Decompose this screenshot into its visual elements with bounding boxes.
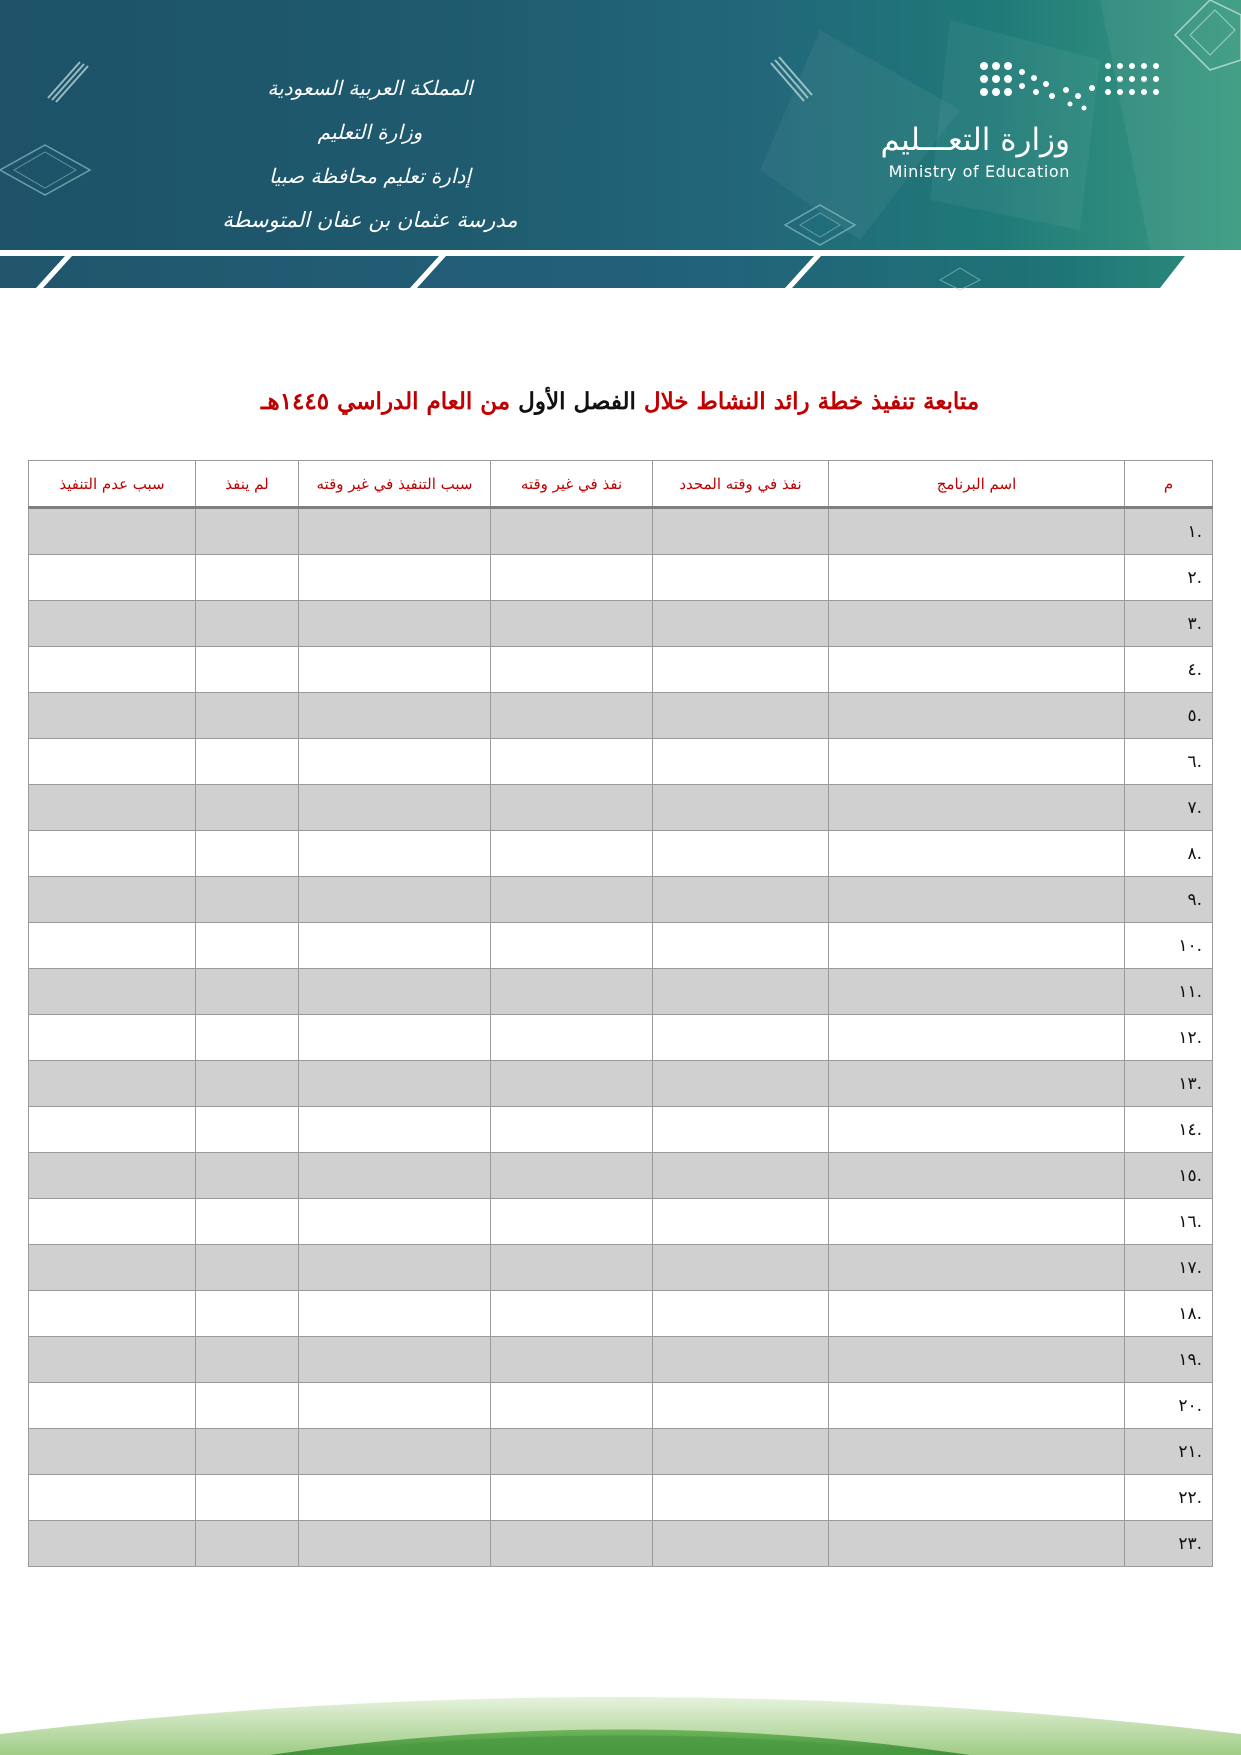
header-banner [0,0,1241,290]
table-row [29,1245,1213,1291]
program-name-cell[interactable] [829,555,1125,601]
late-reason-cell[interactable] [299,555,491,601]
header-country: المملكة العربية السعودية [267,76,473,100]
late-reason-cell[interactable] [299,969,491,1015]
on-time-cell[interactable] [653,1245,829,1291]
not-executed-reason-cell[interactable] [29,1475,196,1521]
row-number: .١٣ [1125,1061,1213,1107]
not-executed-reason-cell[interactable] [29,1429,196,1475]
on-time-cell[interactable] [653,831,829,877]
not-executed-cell[interactable] [196,1199,299,1245]
not-executed-reason-cell[interactable] [29,785,196,831]
table-row [29,1061,1213,1107]
program-name-cell[interactable] [829,508,1125,555]
row-number: .٢٣ [1125,1521,1213,1567]
table-row [29,1383,1213,1429]
table-row [29,969,1213,1015]
on-time-cell[interactable] [653,739,829,785]
not-executed-cell[interactable] [196,923,299,969]
not-executed-reason-cell[interactable] [29,693,196,739]
not-executed-cell[interactable] [196,647,299,693]
on-time-cell[interactable] [653,1061,829,1107]
not-executed-reason-cell[interactable] [29,739,196,785]
table-row [29,877,1213,923]
column-header-not-on-time: نفذ في غير وقته [491,461,653,508]
program-name-cell[interactable] [829,1199,1125,1245]
table-row [29,1291,1213,1337]
not-executed-reason-cell[interactable] [29,1245,196,1291]
program-name-cell[interactable] [829,601,1125,647]
not-executed-cell[interactable] [196,1107,299,1153]
late-reason-cell[interactable] [299,1107,491,1153]
not-executed-cell[interactable] [196,508,299,555]
not-on-time-cell[interactable] [491,785,653,831]
not-executed-reason-cell[interactable] [29,508,196,555]
not-executed-reason-cell[interactable] [29,555,196,601]
not-on-time-cell[interactable] [491,647,653,693]
late-reason-cell[interactable] [299,1291,491,1337]
table-row [29,1153,1213,1199]
header-school: مدرسة عثمان بن عفان المتوسطة [222,208,518,232]
late-reason-cell[interactable] [299,1061,491,1107]
not-on-time-cell[interactable] [491,831,653,877]
late-reason-cell[interactable] [299,1337,491,1383]
row-number: .٣ [1125,601,1213,647]
column-header-late-reason: سبب التنفيذ في غير وقته [299,461,491,508]
table-row [29,601,1213,647]
row-number: .١٨ [1125,1291,1213,1337]
table-row [29,785,1213,831]
row-number: .١٤ [1125,1107,1213,1153]
page-title [120,388,1120,415]
program-name-cell[interactable] [829,1245,1125,1291]
late-reason-cell[interactable] [299,1521,491,1567]
late-reason-cell[interactable] [299,739,491,785]
column-header-not-executed-reason: سبب عدم التنفيذ [29,461,196,508]
header-directorate: إدارة تعليم محافظة صبيا [269,164,471,188]
not-executed-cell[interactable] [196,1153,299,1199]
late-reason-cell[interactable] [299,1429,491,1475]
table-row [29,555,1213,601]
late-reason-cell[interactable] [299,1475,491,1521]
table-row [29,1015,1213,1061]
table-row [29,693,1213,739]
not-executed-reason-cell[interactable] [29,1107,196,1153]
not-executed-cell[interactable] [196,693,299,739]
header-ministry: وزارة التعليم [317,120,423,144]
on-time-cell[interactable] [653,1291,829,1337]
table-row [29,739,1213,785]
not-executed-reason-cell[interactable] [29,1337,196,1383]
row-number: .٢٠ [1125,1383,1213,1429]
table-row [29,1429,1213,1475]
program-name-cell[interactable] [829,739,1125,785]
table-row [29,831,1213,877]
program-name-cell[interactable] [829,1291,1125,1337]
program-name-cell[interactable] [829,1061,1125,1107]
not-on-time-cell[interactable] [491,1015,653,1061]
not-on-time-cell[interactable] [491,1291,653,1337]
row-number: .٧ [1125,785,1213,831]
on-time-cell[interactable] [653,923,829,969]
row-number: .٢ [1125,555,1213,601]
row-number: .٢٢ [1125,1475,1213,1521]
on-time-cell[interactable] [653,785,829,831]
late-reason-cell[interactable] [299,877,491,923]
not-executed-cell[interactable] [196,1291,299,1337]
program-name-cell[interactable] [829,923,1125,969]
not-on-time-cell[interactable] [491,1245,653,1291]
on-time-cell[interactable] [653,1015,829,1061]
table-row [29,923,1213,969]
logo-dots-icon [974,58,1170,114]
not-executed-reason-cell[interactable] [29,1015,196,1061]
not-on-time-cell[interactable] [491,1061,653,1107]
program-name-cell[interactable] [829,1429,1125,1475]
title-part-2: الفصل الأول [518,388,636,415]
program-name-cell[interactable] [829,1107,1125,1153]
not-on-time-cell[interactable] [491,1337,653,1383]
ministry-logo [870,58,1170,188]
not-executed-cell[interactable] [196,877,299,923]
not-executed-cell[interactable] [196,1475,299,1521]
row-number: .١٩ [1125,1337,1213,1383]
row-number: .٦ [1125,739,1213,785]
row-number: .١٥ [1125,1153,1213,1199]
not-executed-reason-cell[interactable] [29,601,196,647]
late-reason-cell[interactable] [299,647,491,693]
late-reason-cell[interactable] [299,1015,491,1061]
row-number: .١٧ [1125,1245,1213,1291]
not-executed-cell[interactable] [196,739,299,785]
late-reason-cell[interactable] [299,1245,491,1291]
on-time-cell[interactable] [653,555,829,601]
late-reason-cell[interactable] [299,508,491,555]
header-text-block [150,66,590,242]
program-name-cell[interactable] [829,1153,1125,1199]
on-time-cell[interactable] [653,1107,829,1153]
on-time-cell[interactable] [653,1199,829,1245]
row-number: .١٢ [1125,1015,1213,1061]
on-time-cell[interactable] [653,1153,829,1199]
on-time-cell[interactable] [653,1383,829,1429]
not-on-time-cell[interactable] [491,739,653,785]
table-row [29,1521,1213,1567]
column-header-program-name: اسم البرنامج [829,461,1125,508]
program-name-cell[interactable] [829,647,1125,693]
not-executed-cell[interactable] [196,1061,299,1107]
late-reason-cell[interactable] [299,601,491,647]
not-on-time-cell[interactable] [491,508,653,555]
not-executed-reason-cell[interactable] [29,923,196,969]
not-on-time-cell[interactable] [491,923,653,969]
logo-arabic-name: وزارة التعـــليم [880,122,1070,158]
not-executed-cell[interactable] [196,1337,299,1383]
late-reason-cell[interactable] [299,1199,491,1245]
on-time-cell[interactable] [653,508,829,555]
late-reason-cell[interactable] [299,1153,491,1199]
table-body [29,508,1213,1567]
table-row [29,1199,1213,1245]
row-number: .١٠ [1125,923,1213,969]
late-reason-cell[interactable] [299,693,491,739]
program-name-cell[interactable] [829,1521,1125,1567]
program-name-cell[interactable] [829,693,1125,739]
row-number: .١١ [1125,969,1213,1015]
on-time-cell[interactable] [653,1521,829,1567]
not-on-time-cell[interactable] [491,1153,653,1199]
table-row [29,1107,1213,1153]
column-header-number: م [1125,461,1213,508]
not-executed-cell[interactable] [196,831,299,877]
not-on-time-cell[interactable] [491,693,653,739]
not-executed-reason-cell[interactable] [29,1061,196,1107]
not-executed-reason-cell[interactable] [29,1199,196,1245]
not-executed-cell[interactable] [196,969,299,1015]
late-reason-cell[interactable] [299,923,491,969]
not-executed-reason-cell[interactable] [29,1383,196,1429]
on-time-cell[interactable] [653,969,829,1015]
program-name-cell[interactable] [829,1475,1125,1521]
not-executed-reason-cell[interactable] [29,1153,196,1199]
not-on-time-cell[interactable] [491,969,653,1015]
on-time-cell[interactable] [653,1475,829,1521]
not-executed-reason-cell[interactable] [29,969,196,1015]
not-executed-reason-cell[interactable] [29,877,196,923]
logo-english-name: Ministry of Education [888,162,1070,181]
not-executed-cell[interactable] [196,601,299,647]
table-row [29,508,1213,555]
followup-table [28,460,1213,1567]
title-part-1: متابعة تنفيذ خطة رائد النشاط خلال [643,388,980,415]
program-name-cell[interactable] [829,1337,1125,1383]
not-executed-cell[interactable] [196,1521,299,1567]
not-on-time-cell[interactable] [491,1107,653,1153]
not-executed-cell[interactable] [196,1429,299,1475]
row-number: .١ [1125,508,1213,555]
row-number: .٤ [1125,647,1213,693]
not-executed-cell[interactable] [196,1383,299,1429]
not-on-time-cell[interactable] [491,1199,653,1245]
not-on-time-cell[interactable] [491,555,653,601]
not-on-time-cell[interactable] [491,877,653,923]
not-executed-reason-cell[interactable] [29,647,196,693]
title-part-3: من العام الدراسي ١٤٤٥هـ [260,388,511,415]
not-executed-cell[interactable] [196,785,299,831]
not-executed-reason-cell[interactable] [29,831,196,877]
not-on-time-cell[interactable] [491,1521,653,1567]
not-executed-cell[interactable] [196,1245,299,1291]
not-executed-reason-cell[interactable] [29,1291,196,1337]
on-time-cell[interactable] [653,877,829,923]
program-name-cell[interactable] [829,785,1125,831]
not-on-time-cell[interactable] [491,601,653,647]
row-number: .١٦ [1125,1199,1213,1245]
column-header-on-time: نفذ في وقته المحدد [653,461,829,508]
not-executed-reason-cell[interactable] [29,1521,196,1567]
late-reason-cell[interactable] [299,1383,491,1429]
not-on-time-cell[interactable] [491,1475,653,1521]
on-time-cell[interactable] [653,1337,829,1383]
program-name-cell[interactable] [829,1015,1125,1061]
table-row [29,1475,1213,1521]
on-time-cell[interactable] [653,1429,829,1475]
on-time-cell[interactable] [653,601,829,647]
footer-decoration [0,1668,1241,1755]
table-row [29,647,1213,693]
program-name-cell[interactable] [829,877,1125,923]
row-number: .٩ [1125,877,1213,923]
program-name-cell[interactable] [829,831,1125,877]
not-executed-cell[interactable] [196,555,299,601]
late-reason-cell[interactable] [299,785,491,831]
program-name-cell[interactable] [829,1383,1125,1429]
row-number: .٨ [1125,831,1213,877]
row-number: .٥ [1125,693,1213,739]
not-on-time-cell[interactable] [491,1429,653,1475]
not-on-time-cell[interactable] [491,1383,653,1429]
not-executed-cell[interactable] [196,1015,299,1061]
on-time-cell[interactable] [653,647,829,693]
on-time-cell[interactable] [653,693,829,739]
program-name-cell[interactable] [829,969,1125,1015]
table-header-row [29,461,1213,508]
row-number: .٢١ [1125,1429,1213,1475]
table-row [29,1337,1213,1383]
late-reason-cell[interactable] [299,831,491,877]
column-header-not-executed: لم ينفذ [196,461,299,508]
